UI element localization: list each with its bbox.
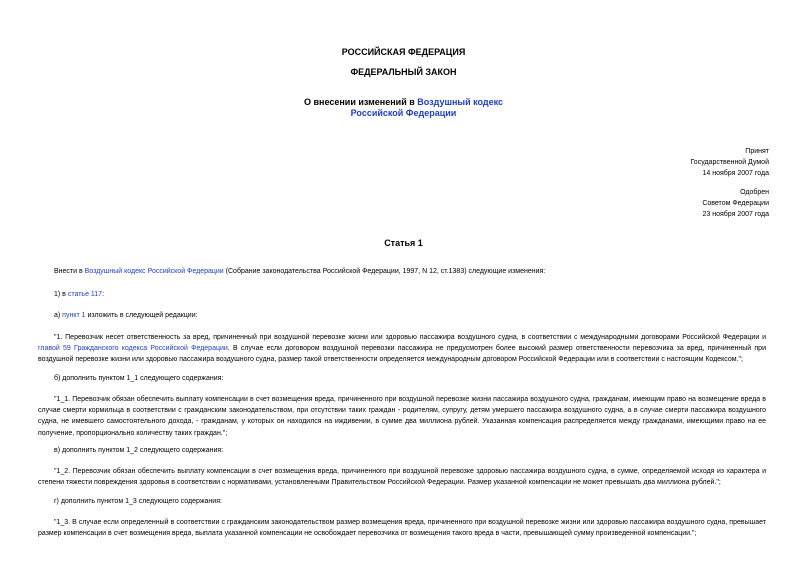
air-code-title-link-line2[interactable]: Российской Федерации <box>350 108 457 118</box>
a-prefix: а) <box>54 312 63 319</box>
country-heading: РОССИЙСКАЯ ФЕДЕРАЦИЯ <box>341 47 466 57</box>
point-1-link[interactable]: пункт 1 <box>62 312 86 319</box>
p1-part2: . В случае если договором воздушной перевозки пассажира не предусмотрен более высокий размер ответственности перевозчика за вред, причиненный при воздушной перевозке жизни или здоровью пассажира воздушного судна, размер такой ответственности определяется международным договором Российской Федерации или в соответствии с настоящим Кодексом."; <box>38 345 766 364</box>
item-1 <box>38 289 766 300</box>
adopted-block <box>690 146 769 179</box>
law-title-prefix: О внесении изменений в <box>303 97 418 107</box>
p1-part1: "1. Перевозчик несет ответственность за вред, причиненный при воздушной перевозке жизни или здоровью пассажира воздушного судна, в соответствии с международными договорами Российской Федерации и <box>54 334 766 341</box>
subitem-a <box>38 310 766 321</box>
paragraph-1-1: "1_1. Перевозчик обязан обеспечить выплату компенсации в счет возмещения вреда, причиненного при воздушной перевозке жизни пассажира воздушного судна, гражданам, имеющим право на возмещение вреда в случае смерти кормильца в соответствии с гражданским законодательством, при отсутствии таких граждан - родителям, супругу, детям умершего пассажира воздушного судна, а в случае смерти пассажира воздушного судна, не имевшего самостоятельного дохода, - гражданам, у которых он находился на иждивении, в сумме два миллиона рублей. Указанная компенсация распределяется между гражданами, имеющими право на ее получение, пропорционально количеству таких граждан."; <box>38 396 766 437</box>
law-title-line2 <box>0 108 807 119</box>
item1-suffix: : <box>102 291 105 298</box>
approved-body: Советом Федерации <box>702 200 769 207</box>
air-code-link[interactable]: Воздушный кодекс Российской Федерации <box>84 268 224 275</box>
intro-prefix: Внести в <box>54 268 85 275</box>
law-type-heading: ФЕДЕРАЛЬНЫЙ ЗАКОН <box>350 67 457 77</box>
subitem-b: б) дополнить пунктом 1_1 следующего содержания: <box>54 375 224 382</box>
article-intro <box>38 266 766 277</box>
paragraph-1 <box>38 332 766 366</box>
approved-date: 23 ноября 2007 года <box>702 211 769 218</box>
adopted-label: Принят <box>745 148 769 155</box>
air-code-title-link[interactable]: Воздушный кодекс <box>417 97 503 107</box>
article-117-link[interactable]: статье 117 <box>67 291 103 298</box>
approved-block <box>702 187 769 220</box>
paragraph-1-2: "1_2. Перевозчик обязан обеспечить выплату компенсации в счет возмещения вреда, причиненного при воздушной перевозке здоровью пассажира воздушного судна, в сумме, определяемой исходя из характера и степени тяжести повреждения здоровья в соответствии с нормативами, установленными Правительством Российской Федерации. Размер указанной компенсации не может превышать два миллиона рублей."; <box>38 468 766 487</box>
adopted-date: 14 ноября 2007 года <box>702 170 769 177</box>
approved-label: Одобрен <box>740 189 769 196</box>
subitem-g: г) дополнить пунктом 1_3 следующего содержания: <box>54 498 222 505</box>
chapter-59-link[interactable]: главой 59 Гражданского кодекса Российской Федерации <box>38 345 228 353</box>
subitem-v: в) дополнить пунктом 1_2 следующего содержания: <box>54 447 224 454</box>
adopted-body: Государственной Думой <box>690 159 769 166</box>
item1-prefix: 1) в <box>54 291 68 298</box>
a-suffix: изложить в следующей редакции: <box>85 312 198 319</box>
law-title <box>0 97 807 108</box>
paragraph-1-3: "1_3. В случае если определенный в соответствии с гражданским законодательством размер возмещения вреда, причиненного при воздушной перевозке жизни или здоровью пассажира воздушного судна, превышает размер компенсации в счет возмещения вреда, выплата указанной компенсации не освобождает перевозчика от возмещения такого вреда в части, превышающей сумму произведенной компенсации."; <box>38 519 766 538</box>
article-heading: Статья 1 <box>384 238 423 248</box>
intro-suffix: (Собрание законодательства Российской Федерации, 1997, N 12, ст.1383) следующие изменения: <box>223 268 546 275</box>
